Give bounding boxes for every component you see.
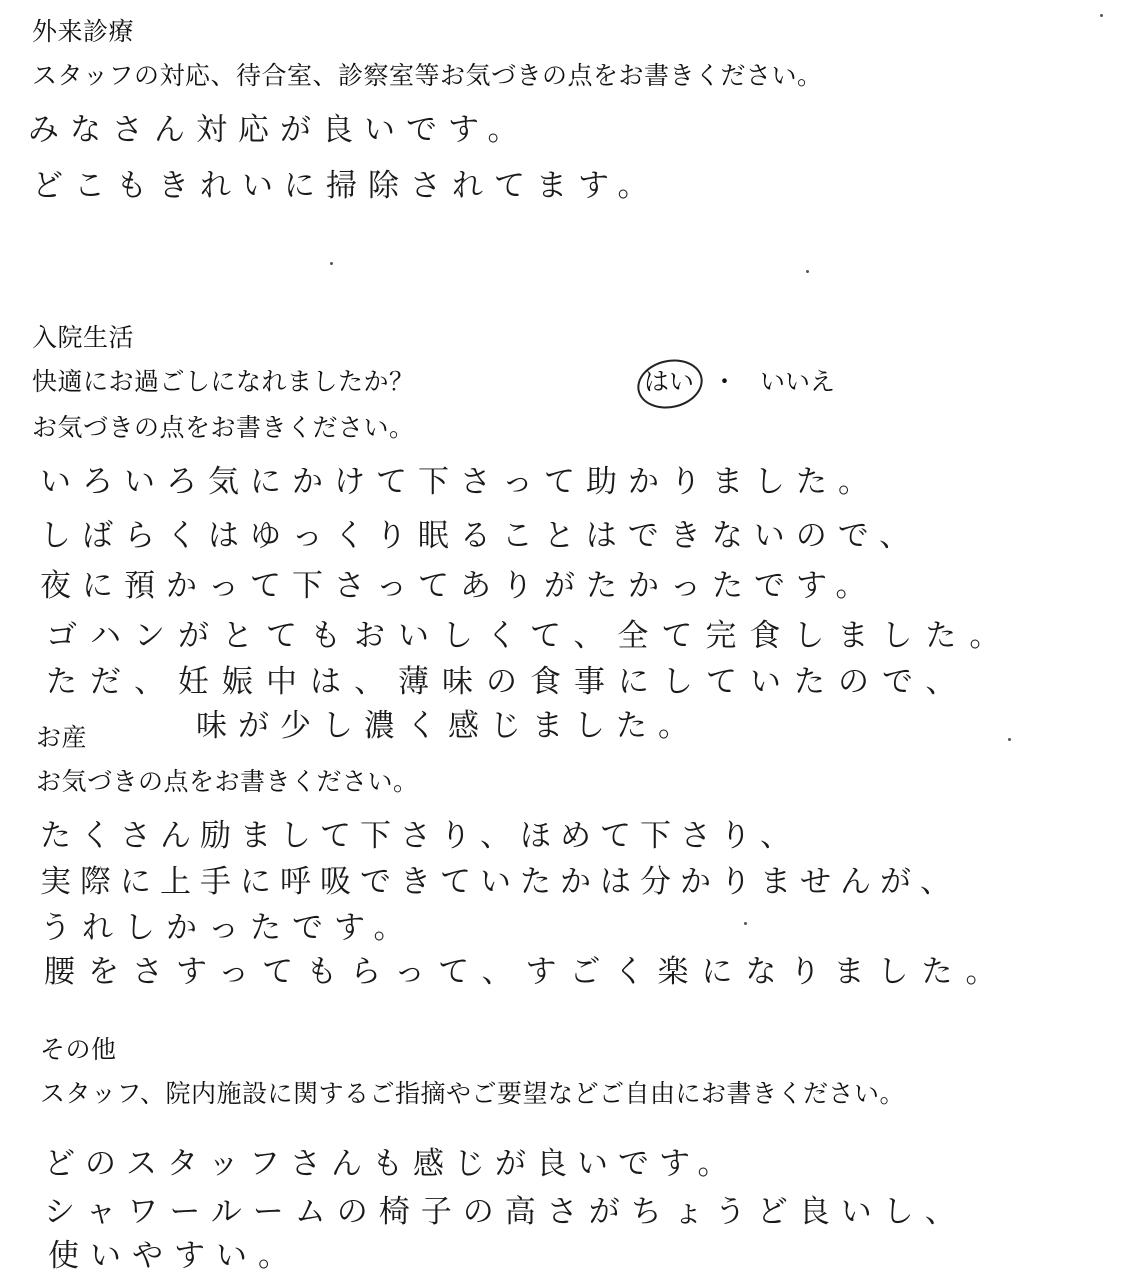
option-no: いいえ xyxy=(760,367,836,396)
other-prompt: スタッフ、院内施設に関するご指摘やご要望などご自由にお書きください。 xyxy=(40,1079,906,1108)
inpatient-answer-line: いろいろ気にかけて下さって助かりました。 xyxy=(40,464,880,500)
outpatient-heading: 外来診療 xyxy=(32,17,135,46)
option-yes: はい xyxy=(644,367,695,396)
outpatient-prompt: スタッフの対応、待合室、診察室等お気づきの点をお書きください。 xyxy=(32,61,823,90)
inpatient-answer-line: ただ、妊娠中は、薄味の食事にしていたので、 xyxy=(46,664,970,700)
inpatient-answer-line: 味が少し濃く感じました。 xyxy=(196,708,700,744)
delivery-heading: お産 xyxy=(36,723,88,752)
inpatient-answer-line: ゴハンがとてもおいしくて、全て完食しました。 xyxy=(46,618,1014,654)
scan-speck xyxy=(330,262,333,265)
delivery-prompt: お気づきの点をお書きください。 xyxy=(36,767,419,796)
inpatient-answer-line: しばらくはゆっくり眠ることはできないので、 xyxy=(40,518,922,554)
delivery-answer-line: 腰をさすってもらって、すごく楽になりました。 xyxy=(44,954,1010,990)
option-separator: ・ xyxy=(712,367,738,396)
scan-speck xyxy=(806,270,809,273)
inpatient-question: 快適にお過ごしになれましたか？ xyxy=(32,367,415,396)
delivery-answer-line: たくさん励まして下さり、ほめて下さり、 xyxy=(40,818,800,854)
scan-speck xyxy=(1008,738,1011,741)
other-heading: その他 xyxy=(40,1035,117,1064)
outpatient-answer-line: みなさん対応が良いです。 xyxy=(28,112,530,148)
delivery-answer-line: うれしかったです。 xyxy=(40,910,416,946)
scan-speck xyxy=(744,922,747,925)
outpatient-answer-line: どこもきれいに掃除されてます。 xyxy=(32,168,660,204)
other-answer-line: 使いやすい。 xyxy=(48,1238,300,1274)
inpatient-answer-line: 夜に預かって下さってありがたかったです。 xyxy=(40,568,878,604)
other-answer-line: どのスタッフさんも感じが良いです。 xyxy=(44,1146,739,1182)
inpatient-heading: 入院生活 xyxy=(32,323,135,352)
delivery-answer-line: 実際に上手に呼吸できていたかは分かりませんが、 xyxy=(40,864,960,900)
other-answer-line: シャワールームの椅子の高さがちょうど良いし、 xyxy=(44,1194,967,1230)
inpatient-prompt: お気づきの点をお書きください。 xyxy=(32,413,415,442)
scan-speck xyxy=(1100,14,1103,17)
